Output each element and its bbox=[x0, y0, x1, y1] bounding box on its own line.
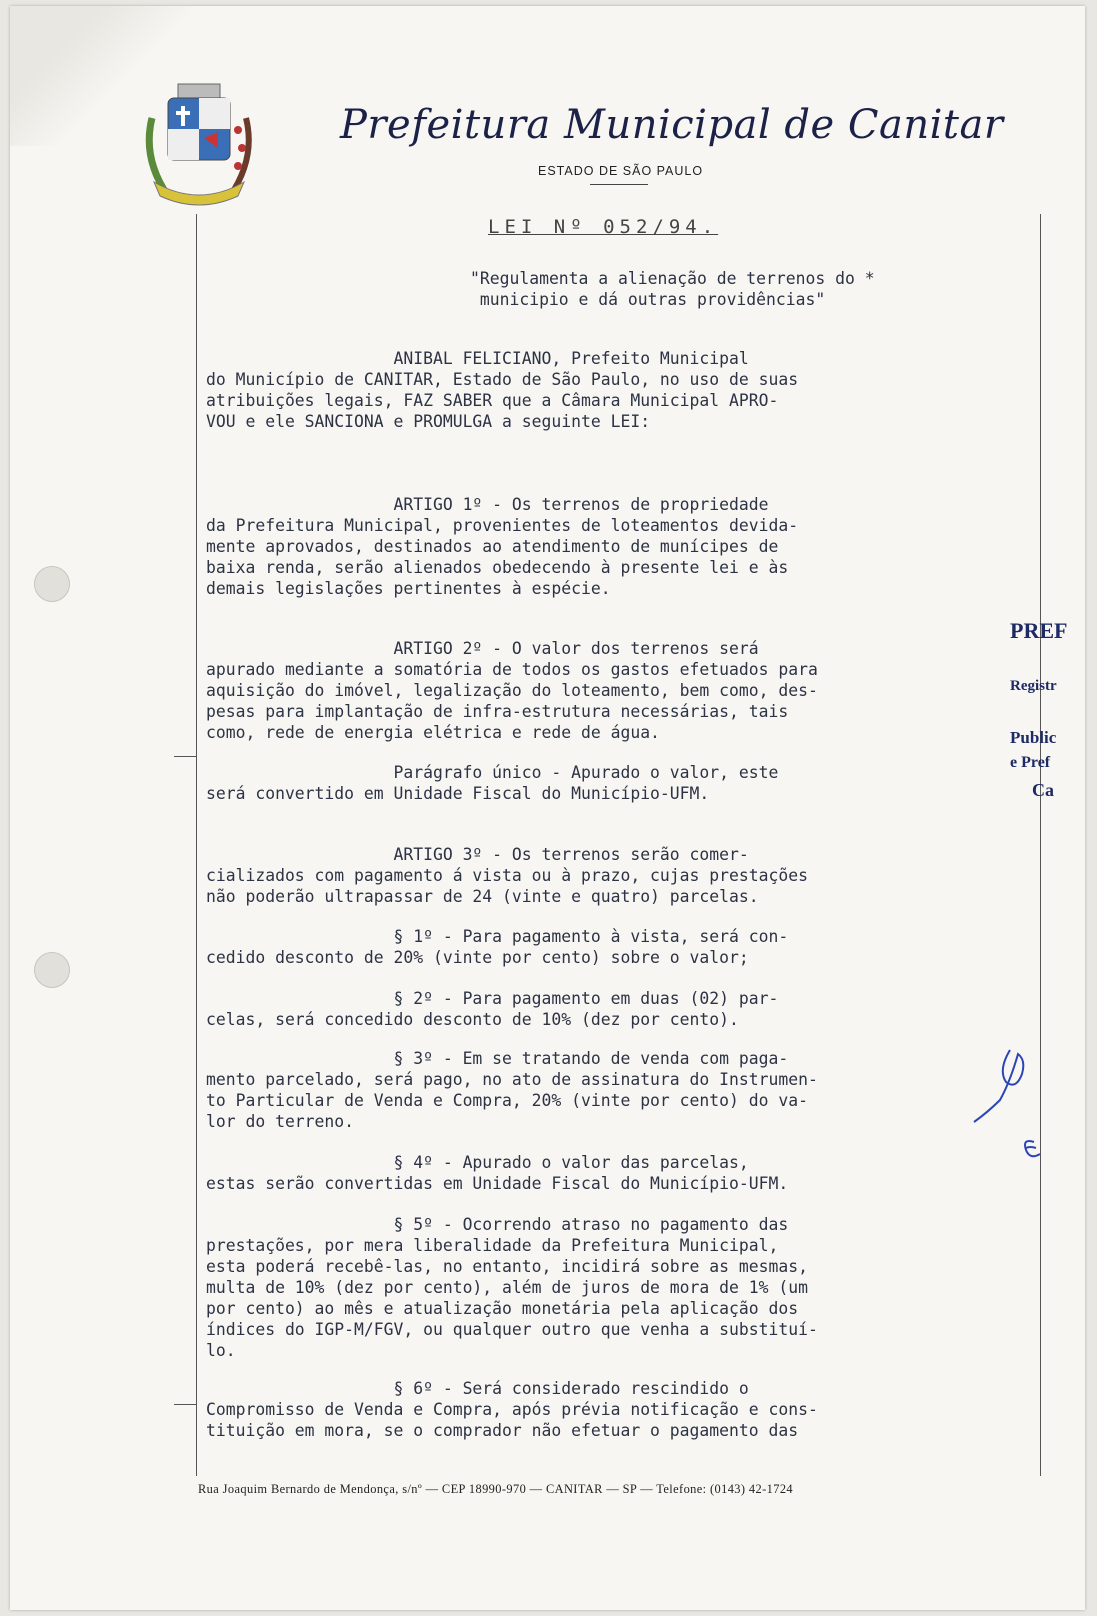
paragraph-2: § 2º - Para pagamento em duas (02) par- celas, será concedido desconto de 10% (dez por cento). bbox=[206, 989, 779, 1029]
article-3: ARTIGO 3º - Os terrenos serão comer- cializados com pagamento á vista ou à prazo, cujas prestações não poderão ultrapassar de 24 (vinte e quatro) parcelas. bbox=[206, 845, 808, 906]
footer-address: Rua Joaquim Bernardo de Mendonça, s/nº — CEP 18990-970 — CANITAR — SP — Telefone: (0143) 42-1724 bbox=[198, 1482, 794, 1496]
article-2: ARTIGO 2º - O valor dos terrenos será apurado mediante a somatória de todos os gastos efetuados para aquisição do imóvel, legalização do loteamento, bem como, des- pesas para implantação de infra-estrutura necessárias, tais como, rede de energia elétrica e rede de água. bbox=[206, 639, 818, 742]
preamble: ANIBAL FELICIANO, Prefeito Municipal do Município de CANITAR, Estado de São Paulo, no uso de suas atribuições legais, FAZ SABER que a Câmara Municipal APRO- VOU e ele SANCIONA e PROMULGA a seguinte LEI: bbox=[206, 349, 799, 431]
paragraph-4: § 4º - Apurado o valor das parcelas, estas serão convertidas em Unidade Fiscal do Município-UFM. bbox=[206, 1153, 789, 1193]
paragraph-3: § 3º - Em se tratando de venda com paga- mento parcelado, será pago, no ato de assinatura do Instrumen- to Particular de Venda e Compra, 20% (vinte por cento) do va- lor do terreno. bbox=[206, 1049, 818, 1131]
punch-hole bbox=[34, 566, 70, 602]
institution-name: Prefeitura Municipal de Canitar bbox=[340, 102, 1004, 148]
paragraph-unico: Parágrafo único - Apurado o valor, este será convertido em Unidade Fiscal do Município-UFM. bbox=[206, 763, 779, 803]
divider bbox=[590, 184, 648, 185]
state-name: ESTADO DE SÃO PAULO bbox=[538, 164, 704, 178]
paragraph-1: § 1º - Para pagamento à vista, será con- cedido desconto de 20% (vinte por cento) sobre o valor; bbox=[206, 927, 789, 967]
paragraph-6: § 6º - Será considerado rescindido o Compromisso de Venda e Compra, após prévia notificação e cons- tituição em mora, se o comprador não efetuar o pagamento das bbox=[206, 1379, 818, 1440]
paragraph-5: § 5º - Ocorrendo atraso no pagamento das prestações, por mera liberalidade da Prefeitura Municipal, esta poderá recebê-las, no entanto, incidirá sobre as mesmas, multa de 10% (dez por cento), além de juros de mora de 1% (um por cento) ao mês e atualização monetária pela aplicação dos índices do IGP-M/FGV, ou qualquer outro que venha a substituí- lo. bbox=[206, 1215, 818, 1360]
edge-stamp-line: Ca bbox=[1032, 780, 1054, 800]
article-1: ARTIGO 1º - Os terrenos de propriedade da Prefeitura Municipal, provenientes de loteamentos devida- mente aprovados, destinados ao atendimento de munícipes de baixa renda, serão alienados obedecendo à presente lei e às demais legislações pertinentes à espécie. bbox=[206, 495, 799, 598]
edge-stamp-line: PREF bbox=[1010, 618, 1068, 643]
law-title: LEI Nº 052/94. bbox=[488, 216, 719, 238]
margin-tick bbox=[174, 756, 196, 757]
edge-stamp-line: e Pref bbox=[1010, 754, 1051, 771]
edge-stamp-line: Registr bbox=[1010, 678, 1057, 694]
document-page bbox=[10, 6, 1085, 1610]
margin-tick bbox=[174, 1404, 196, 1405]
punch-hole bbox=[34, 952, 70, 988]
law-summary: "Regulamenta a alienação de terrenos do * municipio e dá outras providências" bbox=[470, 269, 875, 309]
municipal-coat-of-arms-icon bbox=[138, 78, 260, 208]
handwritten-initials-icon bbox=[970, 1030, 1050, 1170]
margin-line-left bbox=[196, 214, 197, 1476]
edge-stamp-line: Public bbox=[1010, 728, 1057, 747]
margin-line-right bbox=[1040, 214, 1041, 1476]
